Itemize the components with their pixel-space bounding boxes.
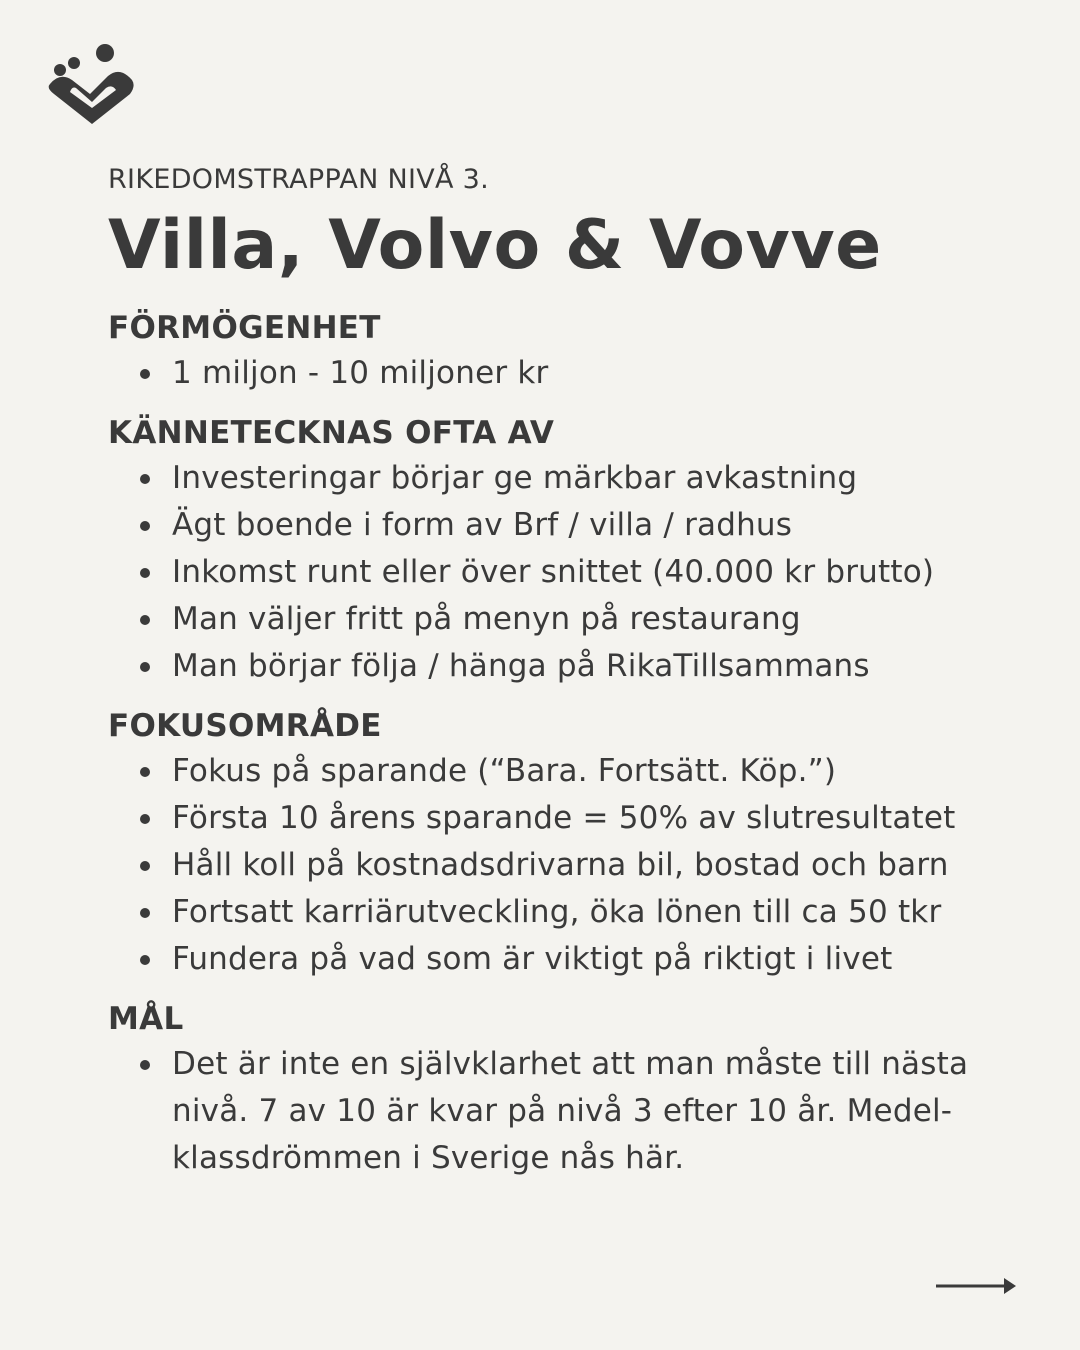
- list-item: Ägt boende i form av Brf / villa / radhus: [108, 502, 1038, 549]
- main-content: [108, 160, 1038, 1196]
- bullet-list: [108, 1041, 1038, 1182]
- page-title: Villa, Volvo & Vovve: [108, 206, 882, 285]
- list-item: Första 10 årens sparande = 50% av slutresultatet: [108, 795, 1038, 842]
- list-item: 1 miljon - 10 miljoner kr: [108, 350, 1038, 397]
- list-item: Inkomst runt eller över snittet (40.000 kr brutto): [108, 549, 1038, 596]
- bullet-list: [108, 748, 1038, 983]
- section-focus-area: [108, 704, 1038, 983]
- list-item: Håll koll på kostnadsdrivarna bil, bostad och barn: [108, 842, 1038, 889]
- list-item: Det är inte en självklarhet att man måste till nästa nivå. 7 av 10 är kvar på nivå 3 efter 10 år. Medel-klassdrömmen i Sverige nås här.: [108, 1041, 1038, 1182]
- section-characteristics: [108, 411, 1038, 690]
- section-heading: FÖRMÖGENHET: [108, 310, 381, 346]
- list-item: Man börjar följa / hänga på RikaTillsammans: [108, 643, 1038, 690]
- list-item: Fokus på sparande (“Bara. Fortsätt. Köp.”): [108, 748, 1038, 795]
- bullet-list: [108, 350, 1038, 397]
- level-kicker: RIKEDOMSTRAPPAN NIVÅ 3.: [108, 164, 490, 195]
- section-heading: MÅL: [108, 1001, 184, 1037]
- brand-logo-icon: [46, 42, 136, 128]
- section-heading: KÄNNETECKNAS OFTA AV: [108, 415, 555, 451]
- list-item: Investeringar börjar ge märkbar avkastning: [108, 455, 1038, 502]
- section-heading: FOKUSOMRÅDE: [108, 708, 382, 744]
- list-item: Man väljer fritt på menyn på restaurang: [108, 596, 1038, 643]
- list-item: Fundera på vad som är viktigt på riktigt i livet: [108, 936, 1038, 983]
- arrow-right-icon[interactable]: [934, 1274, 1018, 1298]
- section-wealth: [108, 306, 1038, 397]
- list-item: Fortsatt karriärutveckling, öka lönen till ca 50 tkr: [108, 889, 1038, 936]
- section-goal: [108, 997, 1038, 1182]
- bullet-list: [108, 455, 1038, 690]
